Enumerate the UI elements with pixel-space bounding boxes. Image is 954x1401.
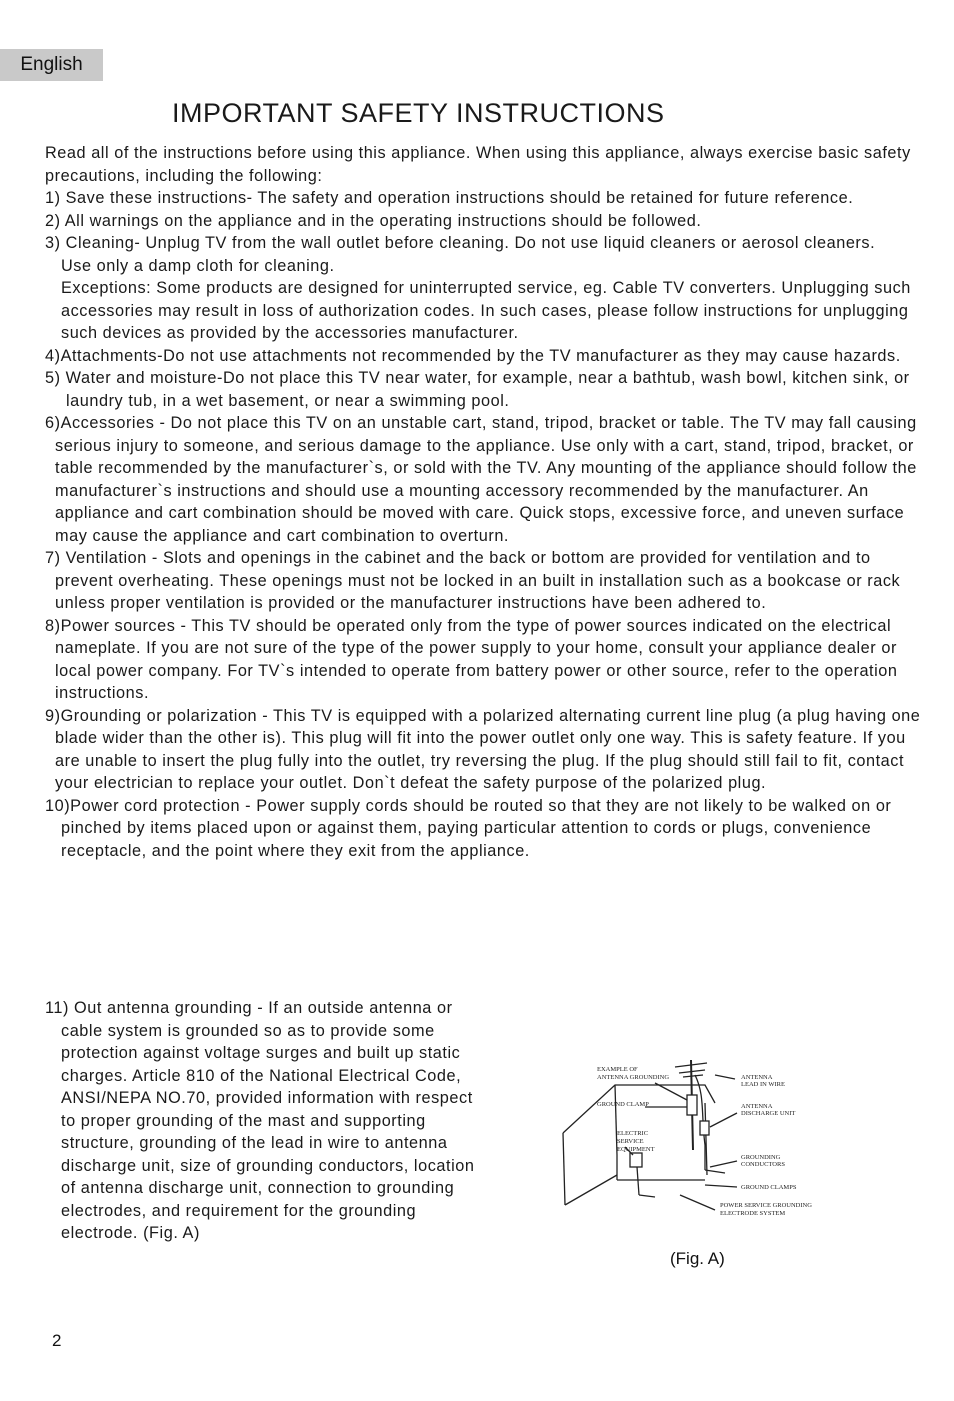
safety-instructions-body [45, 142, 925, 862]
antenna-grounding-drawing [555, 1055, 825, 1225]
label-grounding-1: GROUNDING [741, 1154, 781, 1161]
label-example: EXAMPLE OF [597, 1066, 638, 1073]
language-tab: English [0, 49, 103, 81]
page-number: 2 [52, 1331, 62, 1350]
instruction-item-1: 1) Save these instructions- The safety and operation instructions should be retained for future reference. [45, 189, 854, 207]
instruction-item-9: 9)Grounding or polarization - This TV is equipped with a polarized alternating current line plug (a plug having one blade wider than the other is). This plug will fit into the power outlet only one way. This is safety feature. If you are unable to insert the plug fully into the outlet, try reversing the plug. If the plug should still fail to fit, contact your electrician to replace your outlet. Don`t defeat the safety purpose of the polarized plug. [45, 706, 921, 792]
label-discharge-1: ANTENNA [741, 1103, 773, 1110]
figure-caption: (Fig. A) [670, 1249, 725, 1268]
label-power-2: ELECTRODE SYSTEM [720, 1210, 786, 1217]
instruction-item-3-exceptions: Exceptions: Some products are designed for uninterrupted service, eg. Cable TV converters. Unplugging such accessories may result in loss of authorization codes. In such cases, please follow instructions for unplugging such devices as provided by the accessories manufacturer. [61, 279, 911, 342]
instruction-item-4: 4)Attachments-Do not use attachments not recommended by the TV manufacturer as they may cause hazards. [45, 346, 901, 365]
label-electric-1: ELECTRIC [617, 1130, 649, 1137]
label-electric-3: EQUIPMENT [617, 1146, 655, 1153]
label-antenna-2: LEAD IN WIRE [741, 1081, 785, 1088]
intro-paragraph: Read all of the instructions before using this appliance. When using this appliance, always exercise basic safety precautions, including the following: [45, 144, 911, 185]
label-power-1: POWER SERVICE GROUNDING [720, 1202, 812, 1209]
instruction-item-10: 10)Power cord protection - Power supply cords should be routed so that they are not likely to be walked on or pinched by items placed upon or against them, paying particular attention to cords or plugs, convenience receptacle, and the point where they exit from the appliance. [45, 796, 892, 860]
page-title: IMPORTANT SAFETY INSTRUCTIONS [172, 98, 665, 128]
instruction-item-8: 8)Power sources - This TV should be operated only from the type of power sources indicated on the electrical nameplate. If you are not sure of the type of the power supply to your home, consult your appliance dealer or local power company. For TV`s intended to operate from battery power or other source, refer to the operation instructions. [45, 616, 898, 702]
instruction-item-2: 2) All warnings on the appliance and in the operating instructions should be followed. [45, 211, 702, 230]
instruction-item-5: 5) Water and moisture-Do not place this TV near water, for example, near a bathtub, wash bowl, kitchen sink, or laundry tub, in a wet basement, or near a swimming pool. [45, 369, 910, 410]
discharge-unit [700, 1121, 709, 1135]
label-grounding-2: CONDUCTORS [741, 1161, 785, 1168]
label-ground-clamps: GROUND CLAMPS [741, 1184, 797, 1191]
label-electric-2: SERVICE [617, 1138, 644, 1145]
label-ground-clamp: GROUND CLAMP [597, 1101, 649, 1108]
house-front-left [563, 1133, 565, 1205]
instruction-item-3-note: Use only a damp cloth for cleaning. [61, 256, 335, 275]
label-example-2: ANTENNA GROUNDING [597, 1074, 670, 1081]
instruction-item-6: 6)Accessories - Do not place this TV on an unstable cart, stand, tripod, bracket or table. The TV may fall causing serious injury to someone, and serious damage to the appliance. Use only with a cart, stand, tripod, bracket, or table recommended by the manufacturer`s, or sold with the TV. Any mounting of the appliance should follow the manufacturer`s instructions and should use a mounting accessory recommended by the manufacturer. An appliance and cart combination should be moved with care. Quick stops, excessive force, and uneven surface may cause the appliance and cart combination to overturn. [45, 414, 917, 545]
antenna-grounding-diagram [555, 1055, 825, 1225]
electric-service-box [630, 1153, 642, 1167]
instruction-item-3: 3) Cleaning- Unplug TV from the wall outlet before cleaning. Do not use liquid cleaners or aerosol cleaners. [45, 234, 876, 252]
label-discharge-2: DISCHARGE UNIT [741, 1110, 796, 1117]
label-antenna-1: ANTENNA [741, 1074, 773, 1081]
instruction-item-11: 11) Out antenna grounding - If an outside antenna or cable system is grounded so as to provide some protection against voltage surges and built up static charges. Article 810 of the National Electrical Code, ANSI/NEPA NO.70, provided information with respect to proper grounding of the mast and supporting structure, grounding of the lead in wire to antenna discharge unit, size of grounding conductors, location of antenna discharge unit, connection to grounding electrodes, and requirement for the grounding electrode. (Fig. A) [45, 999, 475, 1242]
instruction-item-7: 7) Ventilation - Slots and openings in the cabinet and the back or bottom are provided for ventilation and to prevent overheating. These openings must not be locked in an built in installation such as a bookcase or rack unless proper ventilation is provided or the manufacturer instructions have been adhered to. [45, 549, 901, 612]
